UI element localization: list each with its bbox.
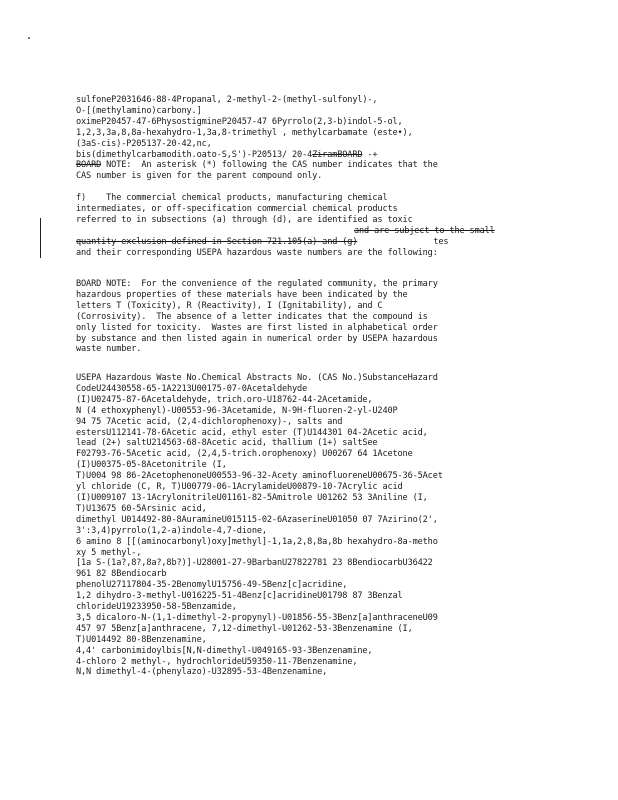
top-line-1: sulfoneP2031646-88-4Propanal, 2-methyl-2-(methyl-sulfonyl)-, — [76, 95, 378, 105]
revision-bar — [40, 232, 41, 258]
table-line: xy 5 methyl-, — [76, 547, 142, 558]
top-line-7 — [76, 160, 596, 171]
table-line: yl chloride (C, R, T)U00779-06-1AcrylamideU00879-10-7Acrylic acid — [76, 482, 403, 493]
table-line: USEPA Hazardous Waste No.Chemical Abstracts No. (CAS No.)SubstanceHazard — [76, 373, 438, 383]
table-line: (I)U02475-87-6Acetaldehyde, trich.oro-U18762-44-2Acetamide, — [76, 394, 373, 405]
table-line: (I)U00375-05-8Acetonitrile (I, — [76, 460, 227, 471]
table-line: lead (2+) saltU214563-68-8Acetic acid, thallium (1+) saltSee — [76, 438, 378, 449]
top-line-4: 1,2,3,3a,8,8a-hexahydro-1,3a,8-trimethyl , methylcarbamate (este•), — [76, 127, 413, 138]
deleted-text: ZiramBOARD — [312, 149, 363, 160]
deleted-text: and are subject to the small — [354, 225, 495, 236]
table-line: 3,5 dicaloro-N-(1,1-dimethyl-2-propynyl)-U01856-55-3Benz[a]anthraceneU09 — [76, 612, 438, 623]
table-line: T)U014492 80-8Benzenamine, — [76, 634, 207, 645]
board-note-line-7: waste number. — [76, 344, 142, 355]
board-note-line-6: by substance and then listed again in numerical order by USEPA hazardous — [76, 333, 438, 344]
deleted-text: quantity exclusion defined in Section 721.105(a) and (g) — [76, 236, 358, 247]
table-line: T)U13675 60-5Arsinic acid, — [76, 503, 207, 514]
board-note-line-5: only listed for toxicity. Wastes are first listed in alphabetical order — [76, 322, 438, 333]
top-line-6-text: bis(dimethylcarbamodith.oato-S,S')-P20513/ 20-4 — [76, 149, 313, 160]
subsection-f-line-4 — [76, 226, 596, 237]
table-line: phenolU27117804-35-2BenomylU15756-49-5Benz[c]acridine, — [76, 580, 348, 591]
deleted-text: BOARD — [76, 160, 102, 171]
top-line-5: (3aS-cis)-P205137-20-42,nc, — [76, 138, 212, 149]
table-line: T)U004 98 86-2AcetophenoneU00553-96-32-Acety aminofluoreneU00675-36-5Acet — [76, 471, 443, 482]
table-line: (I)U009107 13-1AcrylonitrileU01161-82-5Amitrole U01262 53 3Aniline (I, — [76, 492, 428, 503]
subsection-f-line-6: and their corresponding USEPA hazardous waste numbers are the following: — [76, 247, 438, 258]
table-line: 457 97 5Benz[a]anthracene, 7,12-dimethyl-U01262-53-3Benzenamine (I, — [76, 623, 413, 634]
board-note — [76, 279, 596, 355]
top-section — [76, 95, 596, 182]
table-line: [1a S-(1a?,8?,8a?,8b?)]-U28001-27-9BarbanU27822781 23 8BendiocarbU36422 — [76, 558, 433, 569]
top-line-3: oximeP20457-47-6PhysostigmineP20457-47 6Pyrrolo(2,3-b)indol-5-ol, — [76, 116, 403, 127]
table-line: N,N dimethyl-4-(phenylazo)-U32895-53-4Benzenamine, — [76, 667, 328, 678]
table-line: CodeU24430558-65-1A2213U00175-07-0Acetaldehyde — [76, 383, 308, 394]
table-line: 4-chloro 2 methyl-, hydrochlorideU59350-11-7Benzenamine, — [76, 656, 358, 667]
board-note-line-4: (Corrosivity). The absence of a letter indicates that the compound is — [76, 311, 428, 322]
top-line-6-tail: -+ — [362, 149, 378, 160]
table-line: 1,2 dihydro-3-methyl-U016225-51-4Benz[c]acridineU01798 87 3Benzal — [76, 591, 403, 602]
table-line: 94 75 7Acetic acid, (2,4-dichlorophenoxy)-, salts and — [76, 416, 343, 427]
top-line-6 — [76, 150, 596, 161]
waste-table — [76, 373, 596, 678]
board-note-line-3: letters T (Toxicity), R (Reactivity), I (Ignitability), and C — [76, 300, 383, 311]
table-line: 961 82 8Bendiocarb — [76, 569, 167, 580]
table-line: chlorideU19233950-58-5Benzamide, — [76, 602, 237, 613]
board-note-line-2: hazardous properties of these materials have been indicated by the — [76, 289, 408, 300]
table-line: dimethyl U014492-80-8AuramineU015115-02-6AzaserineU01050 07 7Azirino(2', — [76, 514, 438, 525]
table-line: N (4 ethoxyphenyl)-U00553-96-3Acetamide, N-9H-fluoren-2-yl-U240P — [76, 405, 398, 416]
table-line: 4,4' carbonimidoylbis[N,N-dimethyl-U049165-93-3Benzenamine, — [76, 645, 373, 656]
top-line-2: O-[(methylamino)carbony.] — [76, 105, 202, 116]
table-line: 3':3,4)pyrrolo(1,2-a)indole-4,7-dione, — [76, 525, 267, 536]
subsection-f-line-5-tail: tes — [433, 236, 449, 247]
table-line: estersU112141-78-6Acetic acid, ethyl ester (T)U144301 04-2Acetic acid, — [76, 427, 428, 438]
top-line-8: CAS number is given for the parent compound only. — [76, 171, 323, 182]
subsection-f — [76, 193, 596, 258]
top-line-7-text: NOTE: An asterisk (*) following the CAS number indicates that the — [106, 160, 438, 171]
scan-speck — [28, 37, 30, 39]
board-note-line-1: BOARD NOTE: For the convenience of the regulated community, the primary — [76, 279, 438, 289]
table-line: F02793-76-5Acetic acid, (2,4,5-trich.orophenoxy) U00267 64 1Acetone — [76, 449, 413, 460]
subsection-f-line-1: f) The commercial chemical products, manufacturing chemical — [76, 193, 388, 203]
table-line: 6 amino 8 [[(aminocarbonyl)oxy]methyl]-1,1a,2,8,8a,8b hexahydro-8a-metho — [76, 536, 438, 547]
subsection-f-line-2: intermediates, or off-specification commercial chemical products — [76, 203, 398, 214]
subsection-f-line-5 — [76, 237, 596, 248]
subsection-f-line-3: referred to in subsections (a) through (d), are identified as toxic — [76, 214, 413, 225]
